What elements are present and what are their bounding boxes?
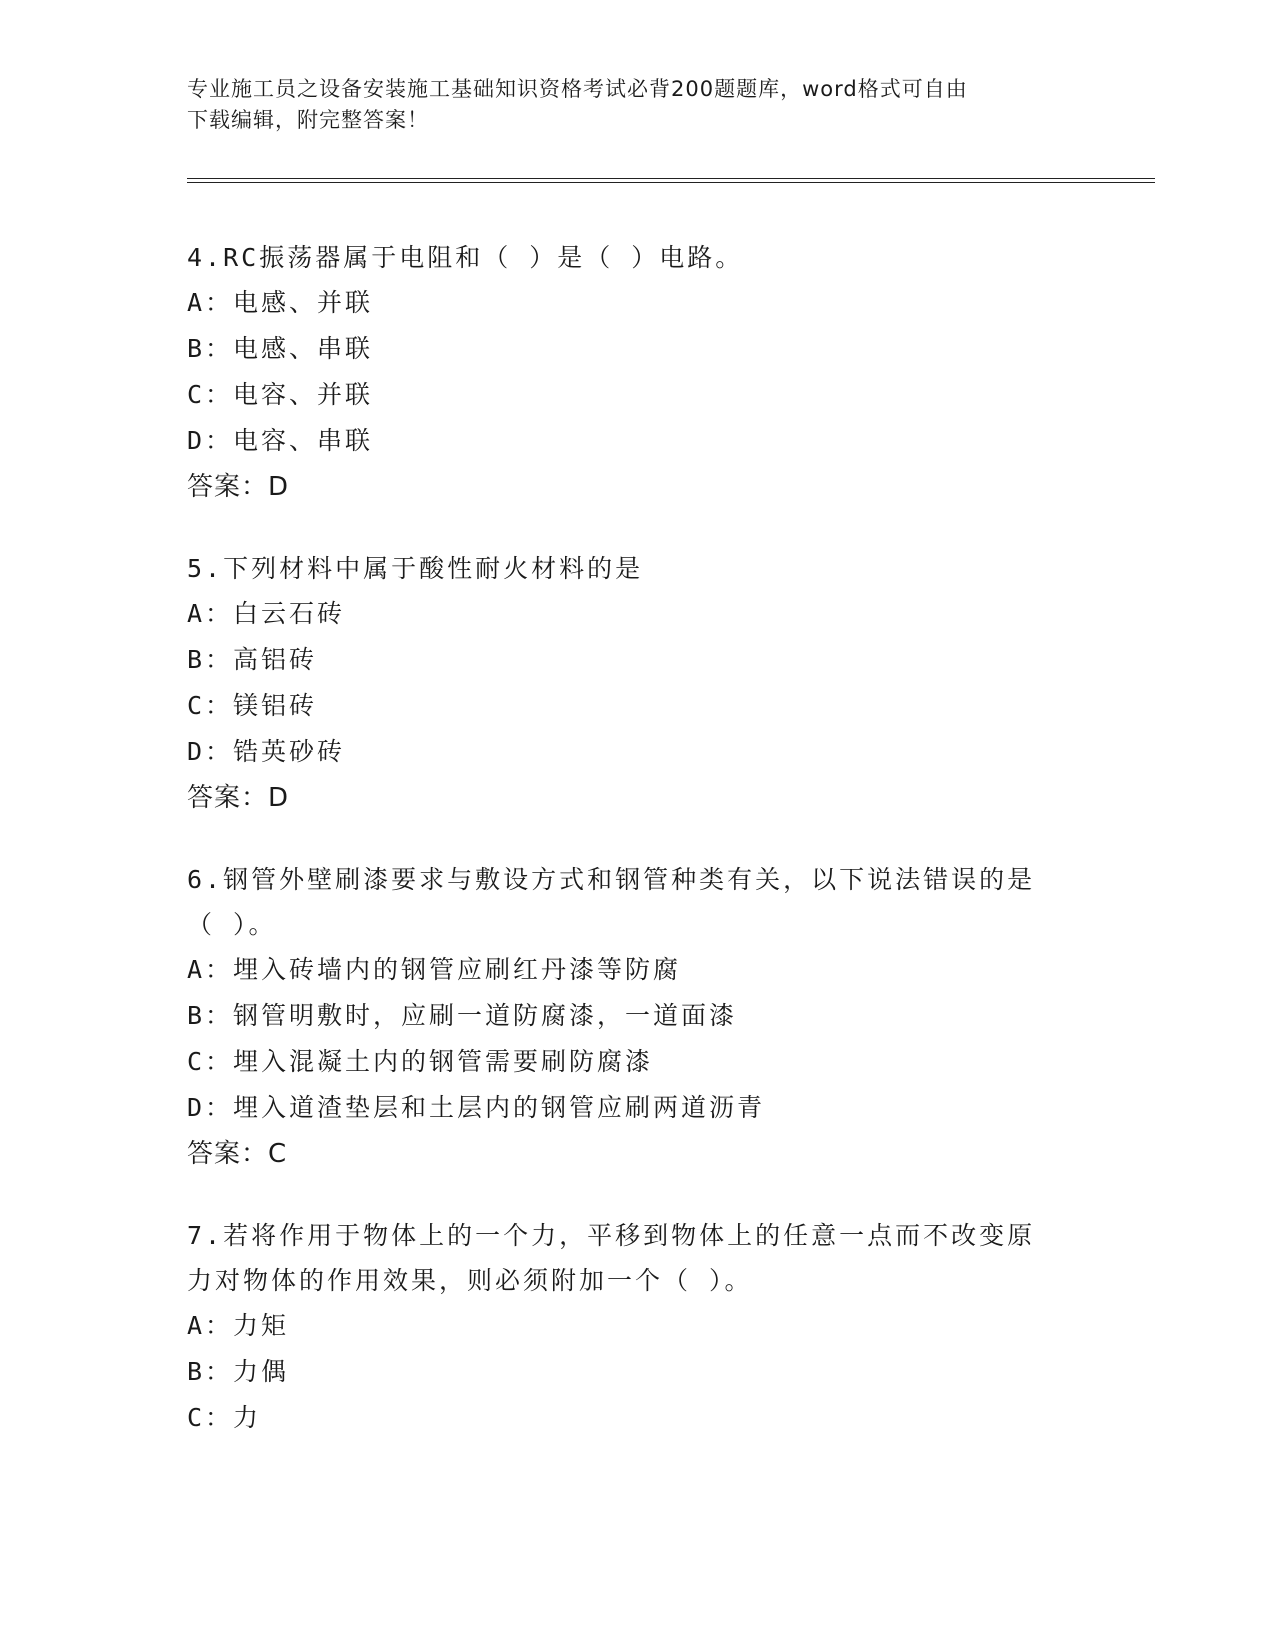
option-c: C：埋入混凝土内的钢管需要刷防腐漆 <box>187 1047 654 1076</box>
question-4 <box>187 235 1087 510</box>
question-stem <box>187 1213 1087 1303</box>
option-a: A：力矩 <box>187 1311 290 1340</box>
question-5 <box>187 546 1087 821</box>
header-divider-bottom <box>187 182 1155 183</box>
question-stem-line: 4.RC振荡器属于电阻和（ ）是（ ）电路。 <box>187 243 744 272</box>
header-divider-top <box>187 178 1155 179</box>
option-b: B：电感、串联 <box>187 334 374 363</box>
option-c: C：力 <box>187 1403 262 1432</box>
question-stem <box>187 857 1087 947</box>
option-d: D：电容、串联 <box>187 426 374 455</box>
answer-line: 答案：C <box>187 1139 288 1169</box>
header-line-1: 专业施工员之设备安装施工基础知识资格考试必背200题题库，word格式可自由 <box>187 77 968 101</box>
option-a: A：埋入砖墙内的钢管应刷红丹漆等防腐 <box>187 955 682 984</box>
question-stem-line: 6.钢管外壁刷漆要求与敷设方式和钢管种类有关，以下说法错误的是 <box>187 865 1036 894</box>
option-a: A：白云石砖 <box>187 599 346 628</box>
question-stem <box>187 546 1087 591</box>
document-header <box>187 74 1067 136</box>
answer-line: 答案：D <box>187 783 290 813</box>
question-7 <box>187 1213 1087 1441</box>
option-c: C：电容、并联 <box>187 380 374 409</box>
question-list <box>187 235 1087 1477</box>
answer-line: 答案：D <box>187 472 290 502</box>
option-d: D：锆英砂砖 <box>187 737 346 766</box>
question-stem-line: 力对物体的作用效果，则必须附加一个（ ）。 <box>187 1266 753 1295</box>
question-stem-line: （ ）。 <box>187 910 277 939</box>
option-a: A：电感、并联 <box>187 288 374 317</box>
option-d: D：埋入道渣垫层和土层内的钢管应刷两道沥青 <box>187 1093 766 1122</box>
option-b: B：力偶 <box>187 1357 290 1386</box>
option-b: B：高铝砖 <box>187 645 318 674</box>
header-line-2: 下载编辑，附完整答案！ <box>187 108 429 132</box>
question-stem-line: 7.若将作用于物体上的一个力，平移到物体上的任意一点而不改变原 <box>187 1221 1036 1250</box>
option-b: B：钢管明敷时，应刷一道防腐漆，一道面漆 <box>187 1001 738 1030</box>
question-stem <box>187 235 1087 280</box>
option-c: C：镁铝砖 <box>187 691 318 720</box>
question-6 <box>187 857 1087 1177</box>
question-stem-line: 5.下列材料中属于酸性耐火材料的是 <box>187 554 644 583</box>
